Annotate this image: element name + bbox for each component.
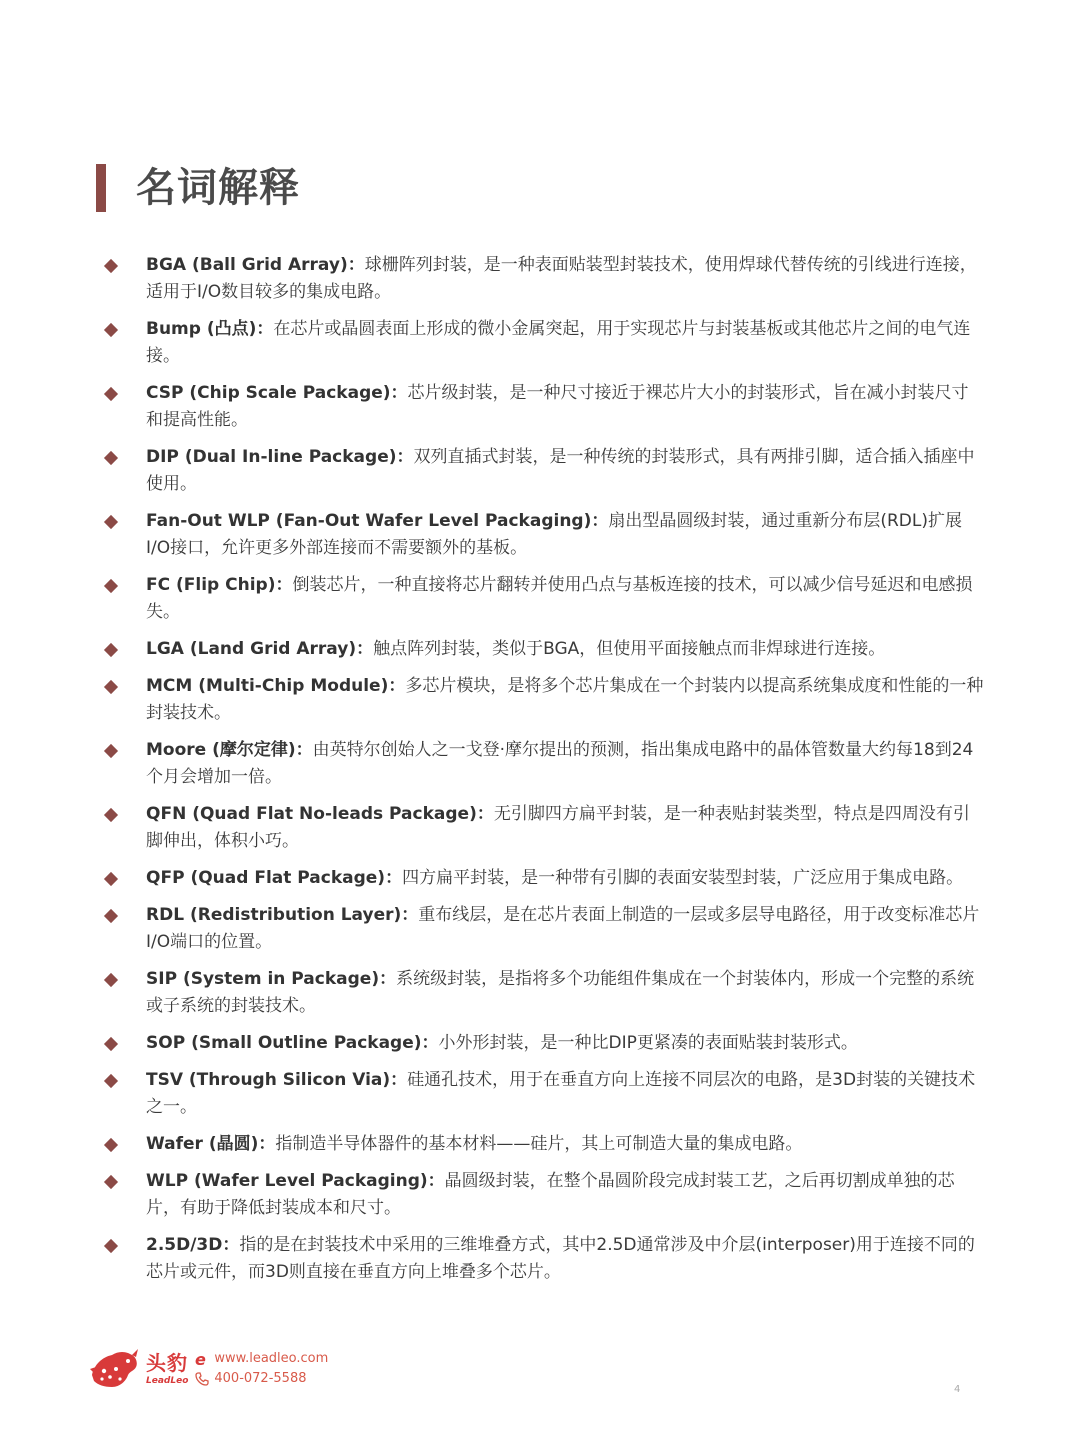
term-description: 触点阵列封装，类似于BGA，但使用平面接触点而非焊球进行连接。 (373, 639, 886, 659)
term-name: RDL (Redistribution Layer)： (146, 905, 419, 925)
glossary-item (104, 316, 984, 370)
term-name: FC (Flip Chip)： (146, 575, 293, 595)
term-name: SOP (Small Outline Package)： (146, 1033, 439, 1053)
footer (88, 1344, 328, 1394)
term-name: CSP (Chip Scale Package)： (146, 383, 408, 403)
diamond-bullet-icon (104, 579, 118, 593)
glossary-item (104, 508, 984, 562)
glossary-item (104, 673, 984, 727)
website-row[interactable] (194, 1349, 328, 1369)
diamond-bullet-icon (104, 1138, 118, 1152)
glossary-item (104, 572, 984, 626)
term-description: 多芯片模块，是将多个芯片集成在一个封装内以提高系统集成度和性能的一种封装技术。 (146, 676, 984, 723)
diamond-bullet-icon (104, 323, 118, 337)
term-name: QFP (Quad Flat Package)： (146, 868, 403, 888)
glossary-item (104, 444, 984, 498)
term-name: WLP (Wafer Level Packaging)： (146, 1171, 445, 1191)
term-name: Fan-Out WLP (Fan-Out Wafer Level Packaging)： (146, 511, 609, 531)
brand-name-cn: 头豹 (146, 1351, 188, 1375)
web-e-icon (194, 1351, 210, 1367)
glossary-item (104, 865, 984, 892)
diamond-bullet-icon (104, 387, 118, 401)
term-description: 在芯片或晶圆表面上形成的微小金属突起，用于实现芯片与封装基板或其他芯片之间的电气连接。 (146, 319, 971, 366)
glossary-item (104, 252, 984, 306)
term-description: 芯片级封装，是一种尺寸接近于裸芯片大小的封装形式，旨在减小封装尺寸和提高性能。 (146, 383, 969, 430)
glossary-item (104, 380, 984, 434)
website-link[interactable]: www.leadleo.com (214, 1351, 329, 1366)
term-description: 四方扁平封装，是一种带有引脚的表面安装型封装，广泛应用于集成电路。 (402, 868, 964, 888)
term-description: 硅通孔技术，用于在垂直方向上连接不同层次的电路，是3D封装的关键技术之一。 (146, 1070, 976, 1117)
term-name: QFN (Quad Flat No-leads Package)： (146, 804, 494, 824)
term-name: Wafer (晶圆)： (146, 1134, 276, 1154)
term-name: LGA (Land Grid Array)： (146, 639, 374, 659)
glossary-item (104, 966, 984, 1020)
diamond-bullet-icon (104, 872, 118, 886)
diamond-bullet-icon (104, 1175, 118, 1189)
diamond-bullet-icon (104, 909, 118, 923)
term-description: 倒装芯片，一种直接将芯片翻转并使用凸点与基板连接的技术，可以减少信号延迟和电感损失。 (146, 575, 973, 622)
diamond-bullet-icon (104, 1239, 118, 1253)
diamond-bullet-icon (104, 259, 118, 273)
diamond-bullet-icon (104, 808, 118, 822)
term-name: 2.5D/3D： (146, 1235, 240, 1255)
diamond-bullet-icon (104, 1037, 118, 1051)
brand-text (146, 1351, 188, 1387)
glossary-list (104, 252, 984, 1296)
contact-info (194, 1349, 328, 1389)
phone-icon (194, 1371, 210, 1387)
term-description: 晶圆级封装，在整个晶圆阶段完成封装工艺，之后再切割成单独的芯片，有助于降低封装成本和尺寸。 (146, 1171, 955, 1218)
term-description: 扇出型晶圆级封装，通过重新分布层(RDL)扩展I/O接口，允许更多外部连接而不需要额外的基板。 (146, 511, 962, 558)
term-description: 双列直插式封装，是一种传统的封装形式，具有两排引脚，适合插入插座中使用。 (146, 447, 975, 494)
term-description: 由英特尔创始人之一戈登·摩尔提出的预测，指出集成电路中的晶体管数量大约每18到24个月会增加一倍。 (146, 740, 974, 787)
svg-text:e: e (195, 1351, 207, 1367)
term-name: MCM (Multi-Chip Module)： (146, 676, 406, 696)
diamond-bullet-icon (104, 643, 118, 657)
term-name: Moore (摩尔定律)： (146, 740, 313, 760)
term-name: Bump (凸点)： (146, 319, 274, 339)
term-name: BGA (Ball Grid Array)： (146, 255, 365, 275)
glossary-item (104, 801, 984, 855)
glossary-item (104, 1030, 984, 1057)
term-description: 无引脚四方扁平封装，是一种表贴封装类型，特点是四周没有引脚伸出，体积小巧。 (146, 804, 970, 851)
glossary-item (104, 636, 984, 663)
page-number: 4 (954, 1384, 961, 1395)
term-description: 小外形封装，是一种比DIP更紧凑的表面贴装封装形式。 (438, 1033, 858, 1053)
diamond-bullet-icon (104, 744, 118, 758)
diamond-bullet-icon (104, 973, 118, 987)
diamond-bullet-icon (104, 515, 118, 529)
brand-name-en: LeadLeo (146, 1376, 189, 1386)
page-title: 名词解释 (136, 165, 300, 211)
term-name: SIP (System in Package)： (146, 969, 397, 989)
title-accent-bar (96, 164, 106, 212)
diamond-bullet-icon (104, 451, 118, 465)
term-description: 球栅阵列封装，是一种表面贴装型封装技术，使用焊球代替传统的引线进行连接，适用于I/O数目较多的集成电路。 (146, 255, 977, 302)
section-title (96, 164, 300, 212)
term-description: 系统级封装，是指将多个功能组件集成在一个封装体内，形成一个完整的系统或子系统的封装技术。 (146, 969, 975, 1016)
term-name: TSV (Through Silicon Via)： (146, 1070, 408, 1090)
term-name: DIP (Dual In-line Package)： (146, 447, 414, 467)
glossary-item (104, 902, 984, 956)
term-description: 重布线层，是在芯片表面上制造的一层或多层导电路径，用于改变标准芯片I/O端口的位置。 (146, 905, 980, 952)
glossary-item (104, 737, 984, 791)
glossary-item (104, 1131, 984, 1158)
leopard-logo-icon (88, 1345, 140, 1393)
glossary-item (104, 1067, 984, 1121)
diamond-bullet-icon (104, 1074, 118, 1088)
diamond-bullet-icon (104, 680, 118, 694)
phone-number: 400-072-5588 (214, 1371, 307, 1386)
glossary-item (104, 1232, 984, 1286)
term-description: 指的是在封装技术中采用的三维堆叠方式，其中2.5D通常涉及中介层(interposer)用于连接不同的芯片或元件，而3D则直接在垂直方向上堆叠多个芯片。 (146, 1235, 975, 1282)
term-description: 指制造半导体器件的基本材料——硅片，其上可制造大量的集成电路。 (275, 1134, 803, 1154)
glossary-item (104, 1168, 984, 1222)
phone-row (194, 1369, 328, 1389)
